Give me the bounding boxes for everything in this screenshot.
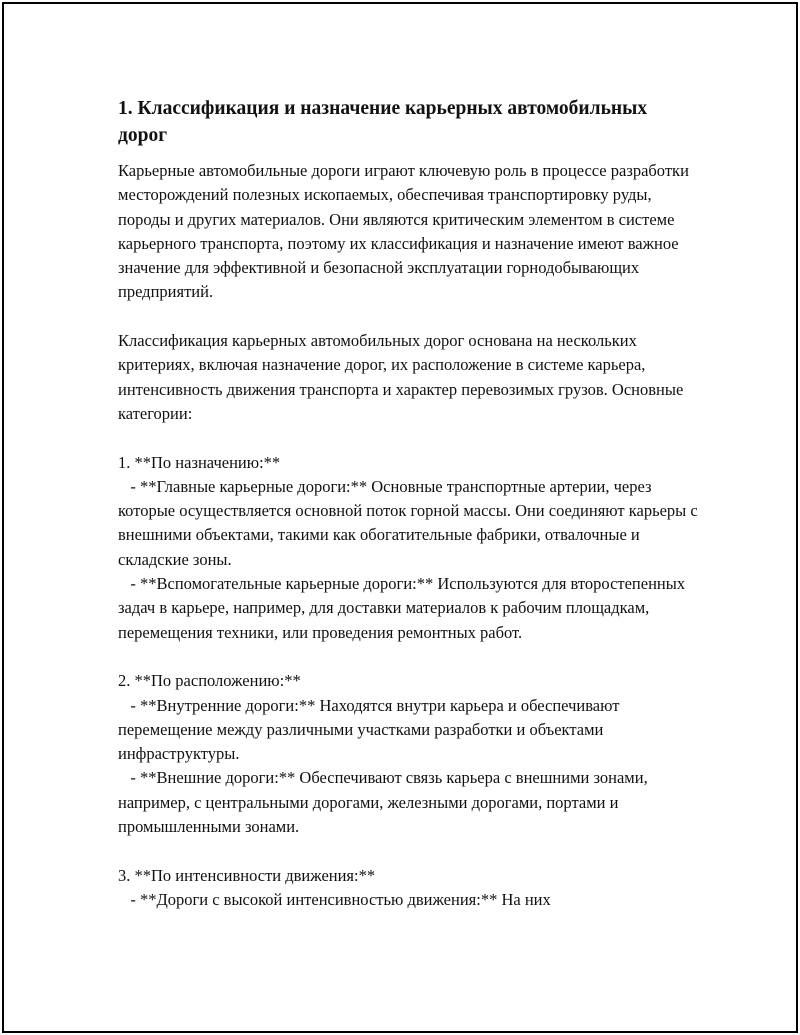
section1-item-main-roads: - **Главные карьерные дороги:** Основные транспортные артерии, через которые осуществляется основной поток горной массы. Они соединяют карьеры с внешними объектами, такими как обогатительные фабрики, отвалочные и складские зоны. (118, 476, 702, 569)
classification-paragraph: Классификация карьерных автомобильных дорог основана на нескольких критериях, включая назначение дорог, их расположение в системе карьера, интенсивность движения транспорта и характер перевозимых грузов. Основные категории: (118, 331, 688, 423)
section1-item-auxiliary-roads: - **Вспомогательные карьерные дороги:** Используются для второстепенных задач в карьере, например, для доставки материалов к рабочим площадкам, перемещения техники, или проведения ремонтных работ. (118, 574, 690, 642)
paragraph-gap (118, 645, 698, 669)
section2-item-external-roads: - **Внешние дороги:** Обеспечивают связь карьера с внешними зонами, например, с центральными дорогами, железными дорогами, портами и промышленными зонами. (118, 768, 652, 837)
section-heading: 1. Классификация и назначение карьерных автомобильных дорог (118, 98, 648, 146)
section2-title: 2. **По расположению:** (118, 671, 301, 691)
paragraph-gap (118, 839, 698, 863)
section3-item-high-intensity: - **Дороги с высокой интенсивностью движения:** На них (118, 889, 551, 909)
paragraph-gap (118, 426, 698, 450)
intro-paragraph: Карьерные автомобильные дороги играют ключевую роль в процессе разработки месторождений полезных ископаемых, обеспечивая транспортировку руды, породы и других материалов. Они являются критическим элементом в системе карьерного транспорта, поэтому их классификация и назначение имеют важное значение для эффективной и безопасной эксплуатации горнодобывающих предприятий. (118, 161, 694, 302)
section1-title: 1. **По назначению:** (118, 452, 281, 472)
section2-item-internal-roads: - **Внутренние дороги:** Находятся внутри карьера и обеспечивают перемещение между различными участками разработки и объектами инфраструктуры. (118, 695, 624, 764)
section3-title: 3. **По интенсивности движения:** (118, 865, 376, 885)
paragraph-gap (118, 305, 698, 329)
document-body (118, 95, 702, 912)
